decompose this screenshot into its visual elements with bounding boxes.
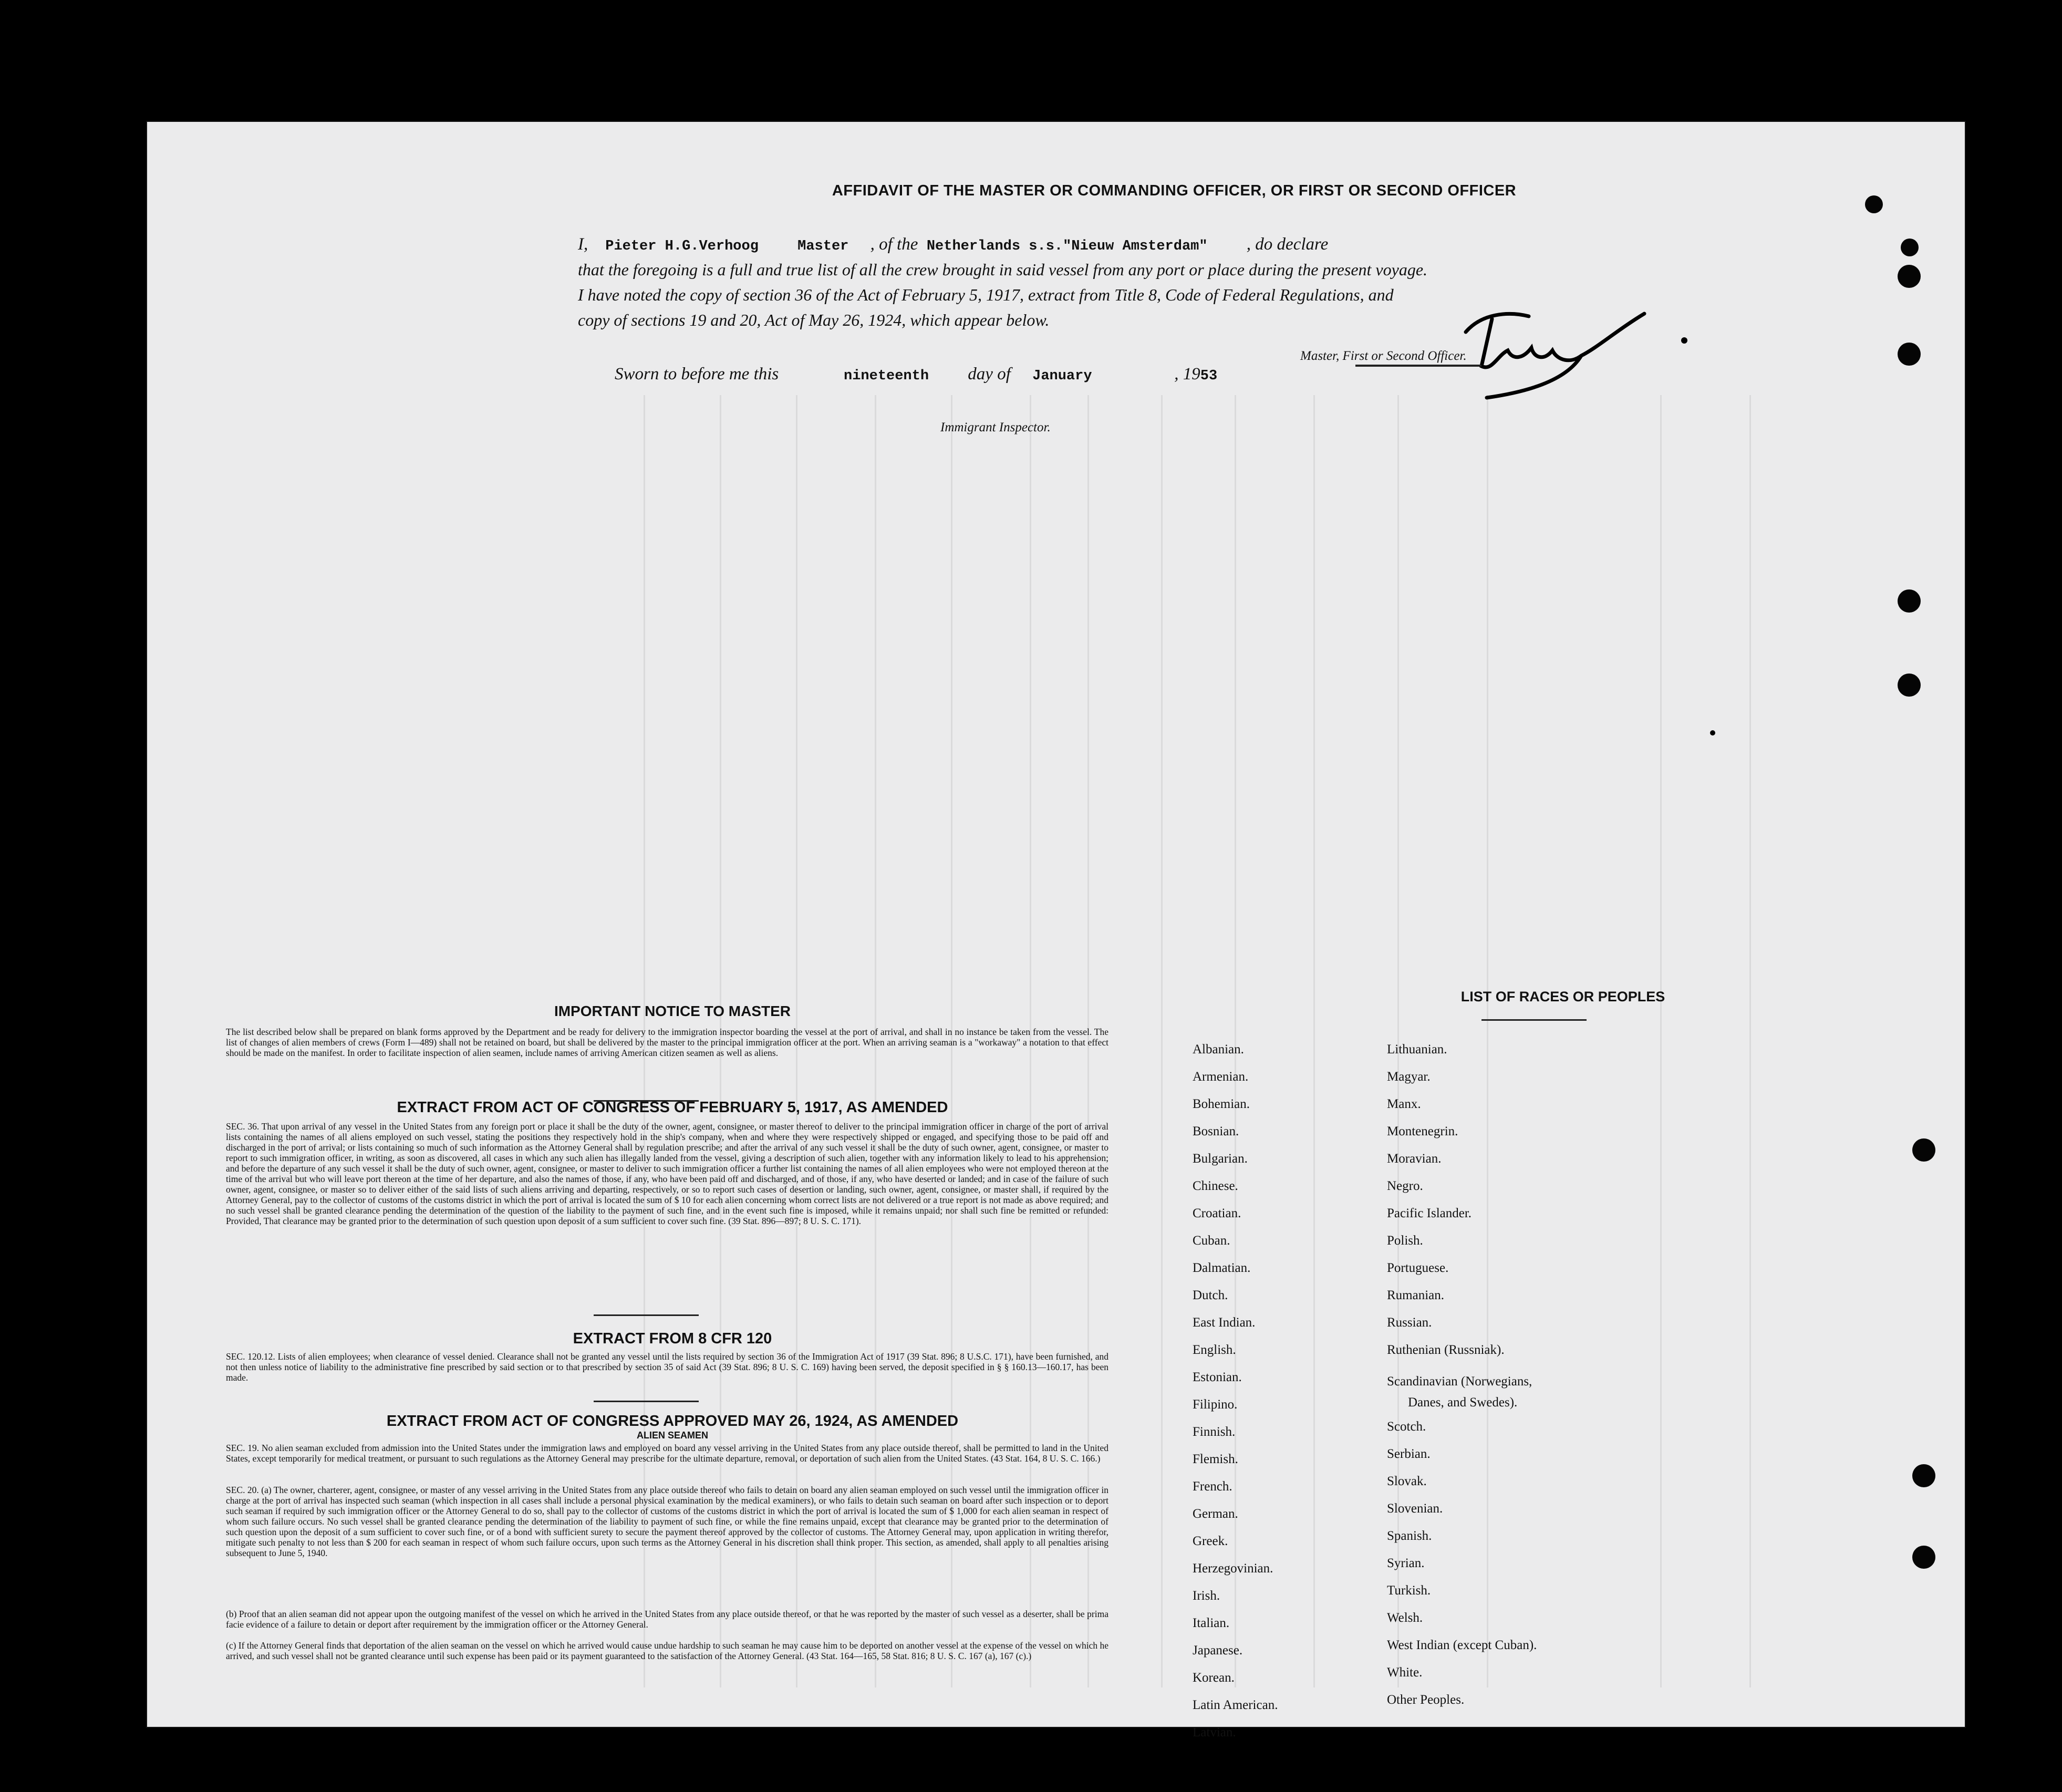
race-item: Dalmatian. xyxy=(1193,1261,1251,1275)
affidavit-line-3: I have noted the copy of section 36 of the Act of February 5, 1917, extract from Title 8, Code of Federal Regulations, and xyxy=(578,285,1394,304)
section-rule xyxy=(594,1314,699,1316)
sworn-year-prefix: , 19 xyxy=(1174,365,1200,384)
race-item: East Indian. xyxy=(1193,1315,1256,1330)
punch-hole xyxy=(1898,265,1921,288)
race-item: Pacific Islander. xyxy=(1387,1206,1472,1220)
affidavit-line-1 xyxy=(578,235,1692,254)
race-item: Rumanian. xyxy=(1387,1288,1445,1302)
race-item: Latvian. xyxy=(1193,1725,1236,1739)
extract-1924-sec20c: (c) If the Attorney General finds that deportation of the alien seaman on the vessel on which he arrived would cause undue hardship to such seaman he may cause him to be deported on another vessel at the expense of the vessel on which he arrived, and such vessel shall not be granted clearance until such expense has been paid or its payment guaranteed to the satisfaction of the Attorney General. (43 Stat. 164—165, 58 Stat. 816; 8 U. S. C. 167 (a), 167 (c).) xyxy=(226,1640,1108,1661)
extract-1924-subtitle: ALIEN SEAMEN xyxy=(636,1430,708,1441)
section-rule xyxy=(1481,1019,1587,1021)
race-item: German. xyxy=(1193,1507,1238,1521)
race-item: Scotch. xyxy=(1387,1420,1426,1434)
race-item: Russian. xyxy=(1387,1315,1432,1330)
sworn-day: nineteenth xyxy=(844,368,929,384)
race-item: Estonian. xyxy=(1193,1370,1242,1384)
master-rank: Master xyxy=(797,239,849,254)
extract-1924-sec20b: (b) Proof that an alien seaman did not appear upon the outgoing manifest of the vessel on which he arrived in the United States from any place outside thereof, or that he was reported by the master of such vessel as a deserter, shall be prima facie evidence of a failure to detain or deport after requirement by the immigration officer or the Attorney General. xyxy=(226,1609,1108,1630)
race-item: Serbian. xyxy=(1387,1447,1431,1461)
race-item: English. xyxy=(1193,1343,1236,1357)
punch-hole xyxy=(1912,1464,1935,1487)
race-item: Italian. xyxy=(1193,1616,1230,1630)
race-item: Negro. xyxy=(1387,1179,1423,1193)
extract-cfr-title: EXTRACT FROM 8 CFR 120 xyxy=(573,1330,772,1347)
race-item: Albanian. xyxy=(1193,1042,1244,1056)
race-item: Bulgarian. xyxy=(1193,1152,1248,1166)
race-item: Filipino. xyxy=(1193,1397,1238,1412)
punch-hole xyxy=(1898,589,1921,613)
race-item: Other Peoples. xyxy=(1387,1693,1465,1707)
extract-cfr-body: SEC. 120.12. Lists of alien employees; when clearance of vessel denied. Clearance shall not be granted any vessel until the lists required by section 36 of the Immigration Act of 1917 (39 Stat. 896; 8 U.S.C. 171), have been furnished, and not then unless notice of liability to the administrative fine prescribed by said section or to that prescribed by section 35 of said Act (39 Stat. 896; 8 U. S. C. 169) having been served, the deposit specified in § § 160.13—160.17, has been made. xyxy=(226,1351,1108,1383)
races-column-1 xyxy=(1193,1036,1278,1746)
affidavit-line-4: copy of sections 19 and 20, Act of May 26, 1924, which appear below. xyxy=(578,310,1050,329)
notice-title: IMPORTANT NOTICE TO MASTER xyxy=(554,1003,791,1019)
race-item: Chinese. xyxy=(1193,1179,1238,1193)
sworn-line xyxy=(615,365,1728,384)
punch-hole xyxy=(1865,195,1883,213)
affidavit-title: AFFIDAVIT OF THE MASTER OR COMMANDING OFFICER, OR FIRST OR SECOND OFFICER xyxy=(832,182,1517,199)
punch-hole xyxy=(1912,1546,1935,1569)
race-item: Slovak. xyxy=(1387,1474,1427,1488)
extract-1924-sec20a: SEC. 20. (a) The owner, charterer, agent, consignee, or master of any vessel arriving in the United States from any place outside thereof who fails to detain on board any alien seaman employed on such vessel until the immigration officer in charge at the port of arrival has inspected such seaman (which inspection in all cases shall include a personal physical examination by the medical examiners), or who fails to detain such seaman on board after such inspection or to deport such seaman if required by such immigration officer or the Attorney General to do so, shall pay to the collector of customs of the customs district in which the port of arrival is located the sum of $ 1,000 for each alien seaman in respect of whom such failure occurs. No such vessel shall be granted clearance pending the determination of the liability to payment of such fine, or while the fine remains unpaid, except that clearance may be granted prior to the determination of such question upon the deposit of a sum sufficient to cover such fine, or of a bond with sufficient surety to secure the payment thereof approved by the collector of customs. The Attorney General may, upon application in writing therefor, mitigate such penalty to not less than $ 200 for each seaman in respect of whom such failure occurs, upon such terms as the Attorney General in his discretion shall think proper. This section, as amended, shall apply to all penalties arising subsequent to June 5, 1940. xyxy=(226,1485,1108,1558)
race-item: Portuguese. xyxy=(1387,1261,1449,1275)
race-item: Dutch. xyxy=(1193,1288,1228,1302)
race-item: Slovenian. xyxy=(1387,1501,1443,1516)
affidavit-mid: , of the xyxy=(870,235,918,254)
ink-speck xyxy=(1681,337,1687,344)
punch-hole xyxy=(1912,1138,1935,1162)
notice-body: The list described below shall be prepared on blank forms approved by the Department and be ready for delivery to the immigration inspector boarding the vessel at the port of arrival, and shall in no instance be taken from the vessel. The list of changes of alien members of crews (Form I—489) shall not be retained on board, but shall be delivered by the master to the principal immigration officer at the port. When an arriving seaman is a "workaway" a notation to that effect should be made on the manifest. In order to facilitate inspection of alien seamen, include names of arriving American citizen seamen as well as aliens. xyxy=(226,1027,1108,1058)
ink-speck xyxy=(1710,730,1715,736)
master-caption: Master, First or Second Officer. xyxy=(1300,349,1467,363)
manifest-page xyxy=(147,122,1965,1739)
affidavit-suffix: , do declare xyxy=(1246,235,1329,254)
race-item: French. xyxy=(1193,1479,1232,1494)
race-item: Spanish. xyxy=(1387,1529,1432,1543)
race-item: Flemish. xyxy=(1193,1452,1238,1466)
race-item: Bohemian. xyxy=(1193,1097,1250,1111)
section-rule xyxy=(594,1401,699,1402)
punch-hole xyxy=(1898,343,1921,366)
extract-1924-sec19: SEC. 19. No alien seaman excluded from admission into the United States under the immigration laws and employed on board any vessel arriving in the United States from any place outside thereof, shall be permitted to land in the United States, except temporarily for medical treatment, or pursuant to such regulations as the Attorney General may prescribe for the ultimate departure, removal, or deportation of such alien from the United States. (43 Stat. 164, 8 U. S. C. 166.) xyxy=(226,1443,1108,1464)
race-item: Finnish. xyxy=(1193,1425,1236,1439)
races-title: LIST OF RACES OR PEOPLES xyxy=(1460,989,1665,1004)
race-item: Cuban. xyxy=(1193,1234,1230,1248)
race-item: Armenian. xyxy=(1193,1070,1249,1084)
sworn-year: 53 xyxy=(1200,368,1218,384)
race-item: Turkish. xyxy=(1387,1583,1431,1598)
inspector-caption: Immigrant Inspector. xyxy=(940,420,1051,434)
race-item: Montenegrin. xyxy=(1387,1124,1458,1138)
race-item: Ruthenian (Russniak). xyxy=(1387,1343,1505,1357)
race-item: Syrian. xyxy=(1387,1556,1425,1570)
race-item: Moravian. xyxy=(1387,1152,1442,1166)
punch-hole xyxy=(1901,239,1919,256)
race-item: Herzegovinian. xyxy=(1193,1561,1273,1576)
sworn-prefix: Sworn to before me this xyxy=(615,365,779,384)
extract-1924-title: EXTRACT FROM ACT OF CONGRESS APPROVED MAY 26, 1924, AS AMENDED xyxy=(386,1413,959,1430)
sworn-day-of: day of xyxy=(968,365,1011,384)
race-item: Polish. xyxy=(1387,1234,1423,1248)
master-name: Pieter H.G.Verhoog xyxy=(605,239,759,254)
race-item: Greek. xyxy=(1193,1534,1228,1548)
race-item: Japanese. xyxy=(1193,1643,1243,1658)
race-item: Manx. xyxy=(1387,1097,1421,1111)
race-item: Irish. xyxy=(1193,1589,1220,1603)
race-item: Scandinavian (Norwegians, xyxy=(1387,1374,1532,1389)
race-item: Magyar. xyxy=(1387,1070,1431,1084)
race-item: White. xyxy=(1387,1665,1423,1680)
race-item: Lithuanian. xyxy=(1387,1042,1447,1056)
extract-1917-body: SEC. 36. That upon arrival of any vessel in the United States from any foreign port or place it shall be the duty of the owner, agent, consignee, or master thereof to deliver to the principal immigration officer in charge of the port of arrival lists containing the names of all aliens employed on such vessel, stating the positions they respectively hold in the ship's company, when and where they were respectively shipped or engaged, and specifying those to be paid off and discharged in the port of arrival; or lists containing so much of such information as the Attorney General shall by regulation prescribe; and after the arrival of any such vessel it shall be the duty of such owner, agent, consignee, or master to report to such immigration officer, in writing, as soon as discovered, all cases in which any such alien has illegally landed from the vessel, giving a description of such alien, together with any information likely to lead to his apprehension; and before the departure of any such vessel it shall be the duty of such owner, agent, consignee, or master to deliver to such immigration officer a further list containing the names of all alien employees who were not employed thereon at the time of the arrival but who will leave port thereon at the time of her departure, and also the names of those, if any, who have been paid off and discharged, and of those, if any, who have deserted or landed; and in case of the failure of such owner, agent, consignee, or master so to deliver either of the said lists of such aliens arriving and departing, respectively, or so to report such cases of desertion or landing, such owner, agent, consignee, or master shall, if required by the Attorney General, pay to the collector of customs of the customs district in which the port of arrival is located the sum of $ 10 for each alien concerning whom correct lists are not delivered or a true report is not made as above required; and no such vessel shall be granted clearance pending the determination of the question of the liability to the payment of such fine, and in the event such fine is imposed, while it remains unpaid; nor shall such fine be remitted or refunded: Provided, That clearance may be granted prior to the determination of such question upon deposit of a sum sufficient to cover such fine. (39 Stat. 896—897; 8 U. S. C. 171). xyxy=(226,1121,1108,1226)
race-item: Korean. xyxy=(1193,1671,1235,1685)
race-item: Croatian. xyxy=(1193,1206,1241,1220)
race-item: Latin American. xyxy=(1193,1698,1278,1712)
vessel-name: Netherlands s.s."Nieuw Amsterdam" xyxy=(926,239,1208,254)
sworn-month: January xyxy=(1032,368,1092,384)
race-item: Welsh. xyxy=(1387,1611,1423,1625)
race-item: Danes, and Swedes). xyxy=(1408,1395,1518,1410)
punch-hole xyxy=(1898,674,1921,697)
affidavit-prefix: I, xyxy=(578,235,588,254)
races-column-2 xyxy=(1387,1036,1537,1714)
master-signature xyxy=(1460,293,1660,403)
race-item: Bosnian. xyxy=(1193,1124,1239,1138)
extract-1917-title: EXTRACT FROM ACT OF CONGRESS OF FEBRUARY 5, 1917, AS AMENDED xyxy=(397,1099,948,1116)
affidavit-line-2: that the foregoing is a full and true list of all the crew brought in said vessel from any port or place during the present voyage. xyxy=(578,260,1428,279)
race-item: West Indian (except Cuban). xyxy=(1387,1638,1537,1652)
